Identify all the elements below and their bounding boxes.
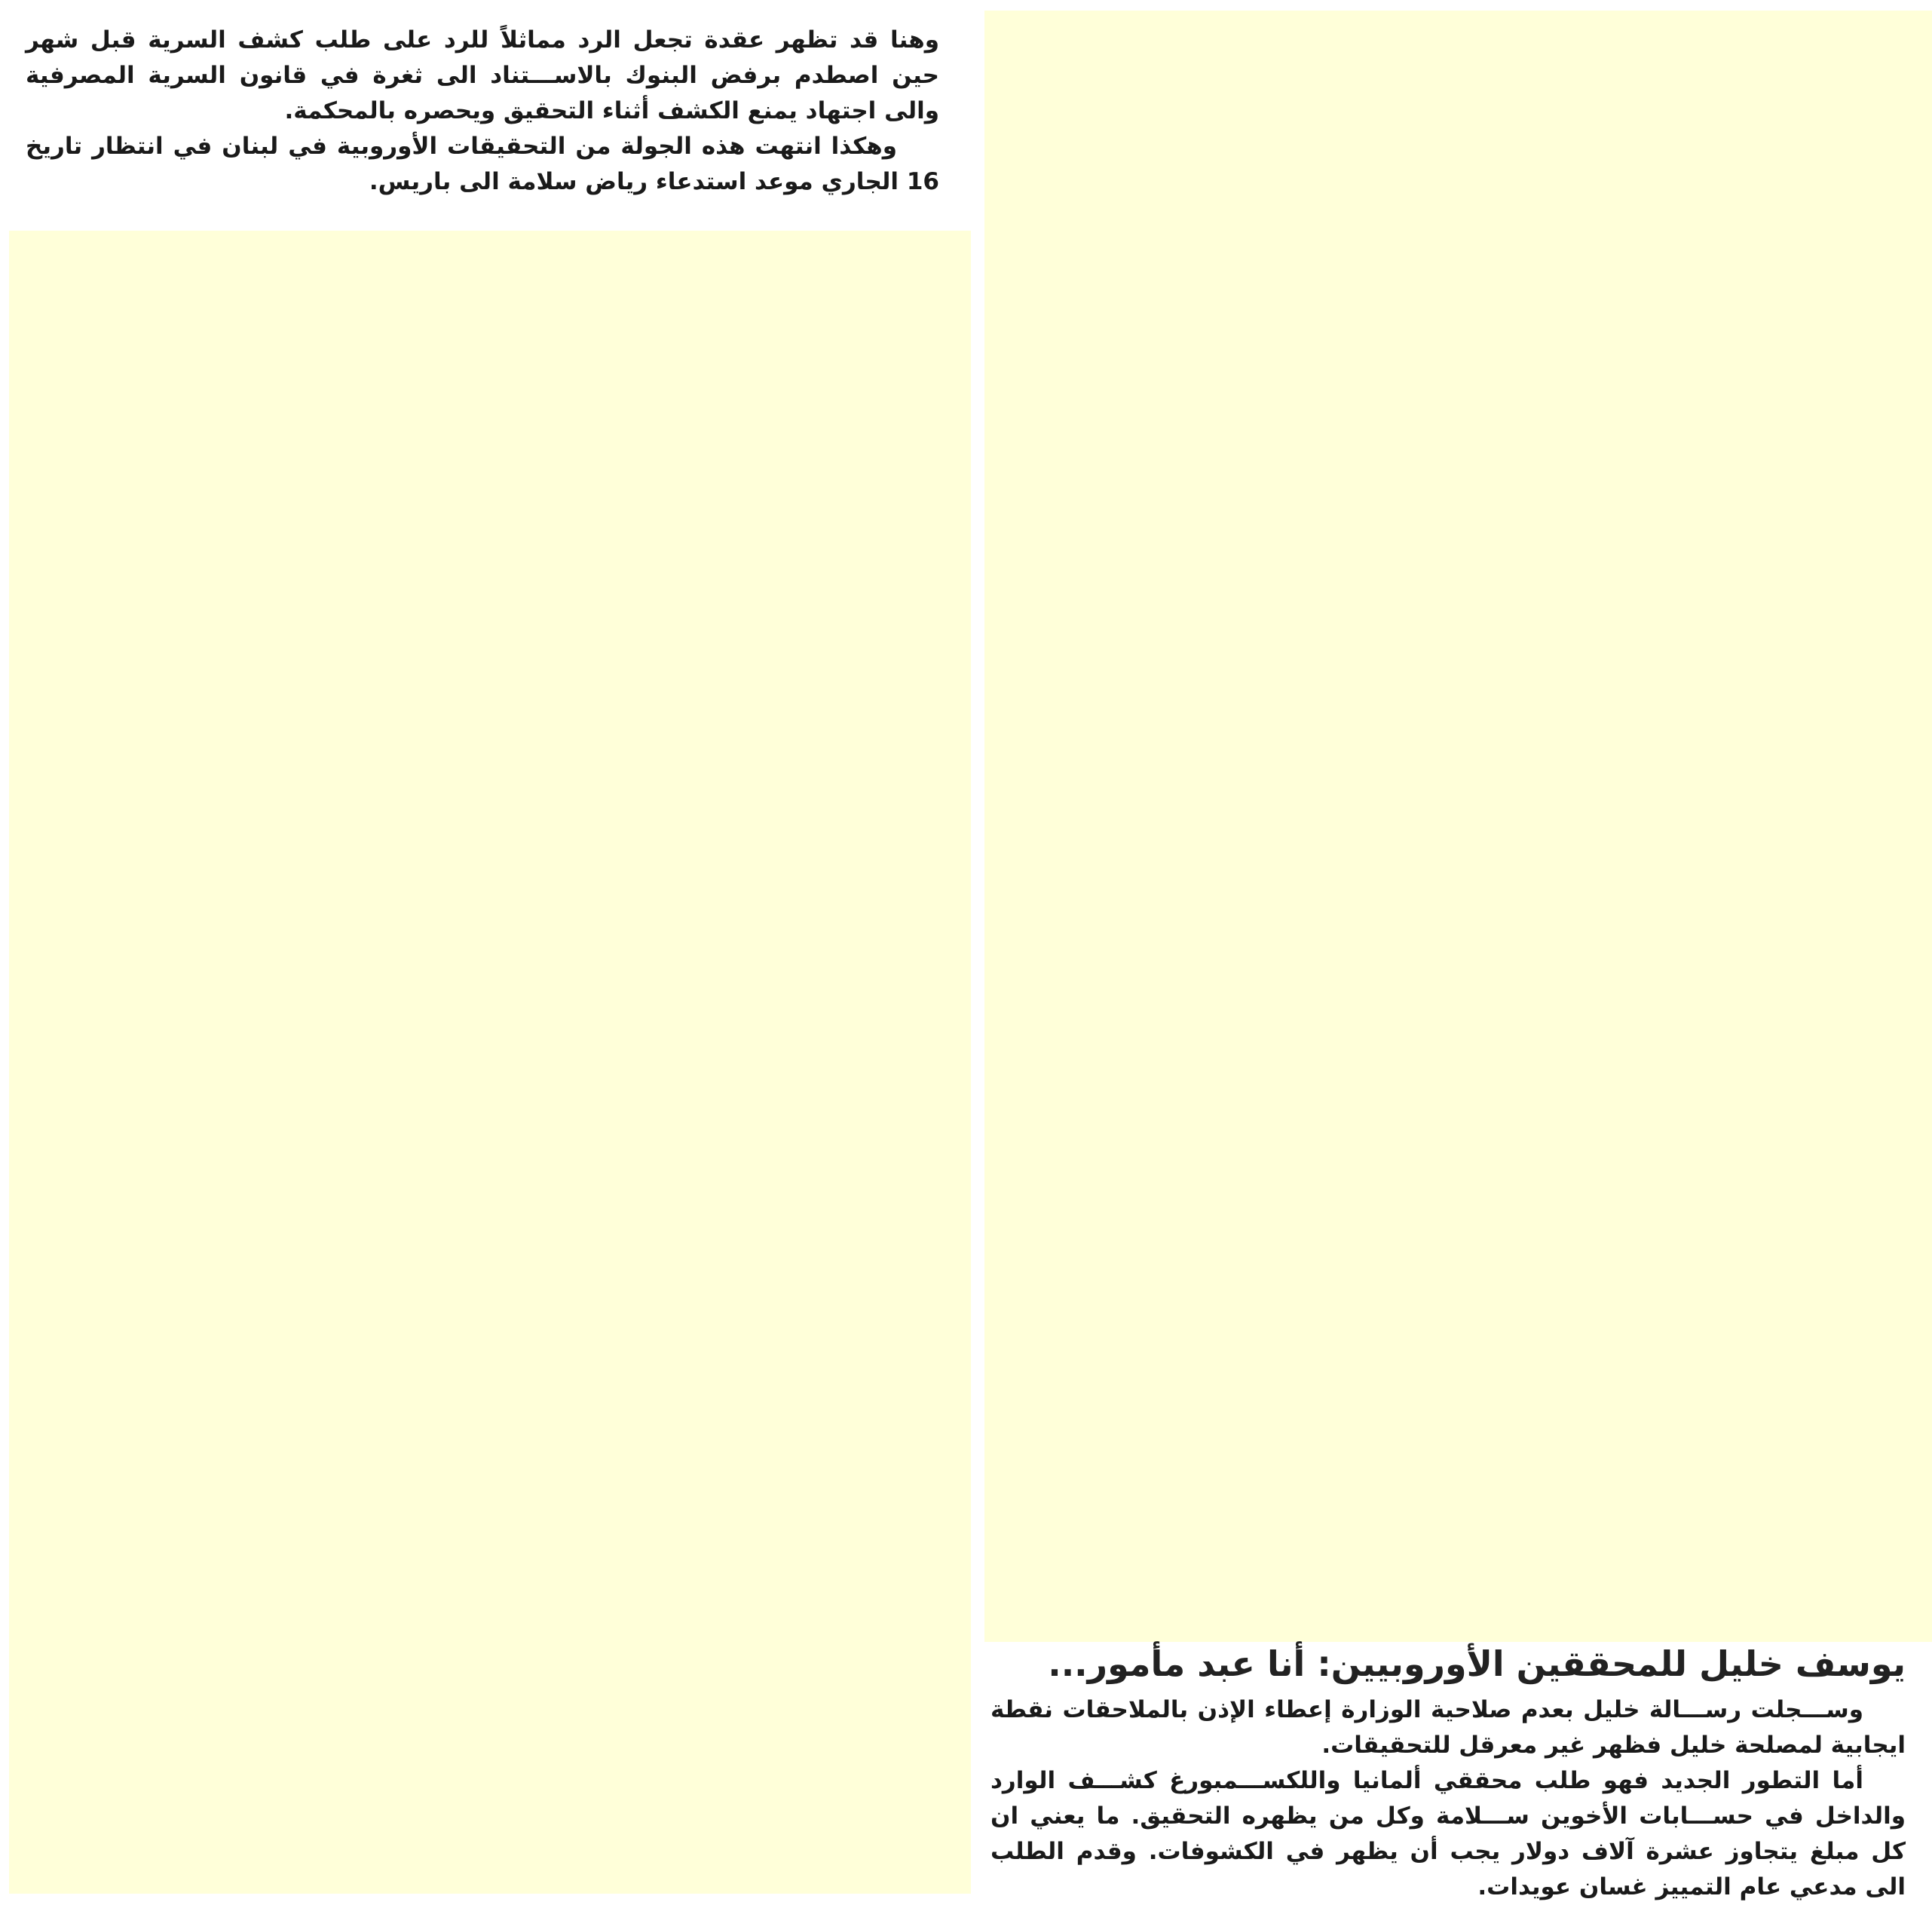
article-bottom-right [990, 1640, 1906, 1905]
article-paragraph: وهكذا انتهت هذه الجولة من التحقيقات الأوروبية في لبنان في انتظار تاريخ 16 الجاري موعد استدعاء رياض سلامة الى باريس. [26, 133, 939, 195]
article-paragraph: وهنا قد تظهر عقدة تجعل الرد مماثلاً للرد على طلب كشف السرية قبل شهر حين اصطدم برفض البنوك بالاســـتناد الى ثغرة في قانون السرية المصرفية والى اجتهاد يمنع الكشف أثناء التحقيق ويحصره بالمحكمة. [26, 26, 939, 124]
yellow-panel-bottom-left [9, 231, 971, 1894]
article-headline: يوسف خليل للمحققين الأوروبيين: أنا عبد مأمور... [1048, 1643, 1906, 1684]
article-paragraph: وســـجلت رســـالة خليل بعدم صلاحية الوزارة إعطاء الإذن بالملاحقات نقطة ايجابية لمصلحة خليل فظهر غير معرقل للتحقيقات. [990, 1696, 1906, 1759]
article-paragraph: أما التطور الجديد فهو طلب محققي ألمانيا واللكســـمبورغ كشـــف الوارد والداخل في حســـابات الأخوين ســـلامة وكل من يظهره التحقيق. ما يعني ان كل مبلغ يتجاوز عشرة آلاف دولار يجب أن يظهر في الكشوفات. وقدم الطلب الى مدعي عام التمييز غسان عويدات. [990, 1767, 1906, 1900]
article-continuation-top-left [26, 23, 939, 200]
yellow-panel-top-right [984, 11, 1932, 1642]
